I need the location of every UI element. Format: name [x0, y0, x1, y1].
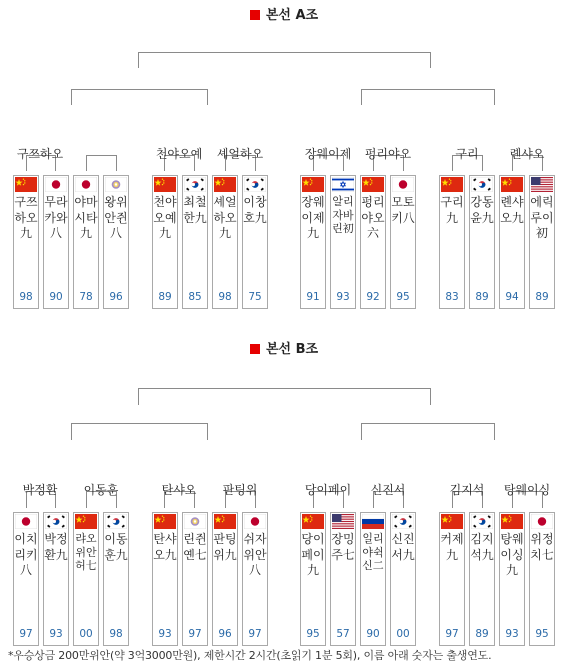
player-card: [152, 512, 178, 646]
player-card: [13, 512, 39, 646]
flag-kr-icon: [471, 514, 493, 529]
birth-year: 00: [79, 628, 93, 640]
birth-year: 89: [475, 628, 489, 640]
flag-cn-icon: [501, 177, 523, 192]
birth-year: 93: [336, 291, 350, 303]
birth-year: 00: [396, 628, 410, 640]
group-label: 탕웨이싱: [503, 483, 551, 497]
group-label: 구리: [455, 147, 479, 161]
player-name: 장밍주七: [331, 532, 355, 562]
flag-us-icon: [332, 514, 354, 529]
player-card: [103, 175, 129, 309]
group-label: 롄샤오: [509, 147, 545, 161]
player-name: 당이페이九: [301, 532, 325, 577]
group-label: 김지석: [449, 483, 485, 497]
player-name: 박정환九: [44, 532, 68, 562]
birth-year: 93: [158, 628, 172, 640]
birth-year: 90: [366, 628, 380, 640]
birth-year: 97: [188, 628, 202, 640]
player-card: [212, 512, 238, 646]
group-label: 천야오예: [155, 147, 203, 161]
player-card: [499, 175, 525, 309]
flag-cn-icon: [75, 514, 97, 529]
birth-year: 96: [218, 628, 232, 640]
birth-year: 97: [445, 628, 459, 640]
player-name: 펑리야오六: [361, 195, 385, 240]
birth-year: 97: [248, 628, 262, 640]
birth-year: 93: [505, 628, 519, 640]
birth-year: 95: [306, 628, 320, 640]
flag-us-icon: [531, 177, 553, 192]
player-name: 랴오위안허七: [75, 532, 97, 572]
group-label: 구쯔하오: [16, 147, 64, 161]
group-label: 셰얼하오: [216, 147, 264, 161]
player-name: 장웨이제九: [301, 195, 325, 240]
player-name: 왕위안쥔八: [104, 195, 128, 240]
player-card: [360, 175, 386, 309]
player-name: 탕웨이싱九: [500, 532, 524, 577]
flag-jp-icon: [45, 177, 67, 192]
birth-year: 98: [19, 291, 33, 303]
birth-year: 78: [79, 291, 93, 303]
birth-year: 89: [535, 291, 549, 303]
group-label: 이동훈: [83, 483, 119, 497]
flag-cn-icon: [214, 177, 236, 192]
player-name: 최철한九: [183, 195, 207, 225]
flag-tw-icon: [184, 514, 206, 529]
player-name: 이치리키八: [14, 532, 38, 577]
player-name: 무라카와八: [44, 195, 68, 240]
flag-cn-icon: [441, 177, 463, 192]
player-card: [300, 175, 326, 309]
player-name: 이창호九: [243, 195, 267, 225]
player-card: [529, 175, 555, 309]
player-card: [182, 512, 208, 646]
player-card: [73, 175, 99, 309]
birth-year: 57: [336, 628, 350, 640]
player-card: [242, 512, 268, 646]
player-name: 모토키八: [391, 195, 415, 225]
group-label: 펑리야오: [364, 147, 412, 161]
birth-year: 97: [19, 628, 33, 640]
player-card: [43, 512, 69, 646]
birth-year: 83: [445, 291, 459, 303]
section-a-title: 본선 A조: [0, 4, 568, 23]
flag-kr-icon: [392, 514, 414, 529]
flag-cn-icon: [154, 177, 176, 192]
flag-jp-icon: [15, 514, 37, 529]
player-card: [330, 512, 356, 646]
player-name: 롄샤오九: [500, 195, 524, 225]
group-label: 판팅위: [222, 483, 258, 497]
birth-year: 92: [366, 291, 380, 303]
player-card: [439, 512, 465, 646]
player-card: [212, 175, 238, 309]
birth-year: 89: [158, 291, 172, 303]
group-label: 장웨이제: [304, 147, 352, 161]
flag-cn-icon: [15, 177, 37, 192]
flag-jp-icon: [531, 514, 553, 529]
player-name: 이동훈九: [104, 532, 128, 562]
flag-jp-icon: [244, 514, 266, 529]
group-label: 당이페이: [304, 483, 352, 497]
birth-year: 89: [475, 291, 489, 303]
flag-il-icon: [332, 177, 354, 192]
player-name: 구쯔하오九: [14, 195, 38, 240]
player-card: [182, 175, 208, 309]
player-card: [390, 175, 416, 309]
flag-cn-icon: [154, 514, 176, 529]
player-name: 커제九: [440, 532, 464, 562]
player-card: [103, 512, 129, 646]
player-name: 천야오예九: [153, 195, 177, 240]
player-name: 일리야쉭신二: [362, 532, 384, 572]
flag-cn-icon: [362, 177, 384, 192]
birth-year: 90: [49, 291, 63, 303]
player-card: [43, 175, 69, 309]
group-label: 박정환: [22, 483, 58, 497]
flag-jp-icon: [392, 177, 414, 192]
player-name: 알리자바린初: [332, 195, 354, 235]
group-label: 신진서: [370, 483, 406, 497]
birth-year: 98: [109, 628, 123, 640]
birth-year: 93: [49, 628, 63, 640]
player-name: 신진서九: [391, 532, 415, 562]
flag-cn-icon: [441, 514, 463, 529]
section-b-title: 본선 B조: [0, 338, 568, 357]
birth-year: 91: [306, 291, 320, 303]
player-name: 판팅위九: [213, 532, 237, 562]
flag-jp-icon: [75, 177, 97, 192]
player-card: [152, 175, 178, 309]
flag-cn-icon: [214, 514, 236, 529]
player-card: [529, 512, 555, 646]
flag-tw-icon: [105, 177, 127, 192]
flag-cn-icon: [501, 514, 523, 529]
birth-year: 96: [109, 291, 123, 303]
birth-year: 95: [396, 291, 410, 303]
player-card: [13, 175, 39, 309]
player-card: [73, 512, 99, 646]
birth-year: 94: [505, 291, 519, 303]
flag-cn-icon: [302, 177, 324, 192]
player-name: 구리九: [440, 195, 464, 225]
group-label: 탄샤오: [161, 483, 197, 497]
player-name: 린쥔옌七: [183, 532, 207, 562]
flag-kr-icon: [105, 514, 127, 529]
player-card: [439, 175, 465, 309]
player-name: 야마시타九: [74, 195, 98, 240]
player-name: 쉬자위안八: [243, 532, 267, 577]
player-name: 강동윤九: [470, 195, 494, 225]
player-name: 위정치七: [530, 532, 554, 562]
birth-year: 75: [248, 291, 262, 303]
player-card: [300, 512, 326, 646]
player-name: 탄샤오九: [153, 532, 177, 562]
flag-kr-icon: [184, 177, 206, 192]
birth-year: 98: [218, 291, 232, 303]
flag-kr-icon: [45, 514, 67, 529]
player-card: [330, 175, 356, 309]
flag-ru-icon: [362, 514, 384, 529]
player-name: 셰얼하오九: [213, 195, 237, 240]
birth-year: 85: [188, 291, 202, 303]
player-name: 김지석九: [470, 532, 494, 562]
player-card: [469, 175, 495, 309]
player-card: [390, 512, 416, 646]
birth-year: 95: [535, 628, 549, 640]
player-name: 에릭루이初: [530, 195, 554, 240]
footer-note: *우승상금 200만위안(약 3억3000만원), 제한시간 2시간(초읽기 1분 5회), 이름 아래 숫자는 출생연도.: [8, 649, 492, 662]
flag-cn-icon: [302, 514, 324, 529]
flag-kr-icon: [244, 177, 266, 192]
player-card: [469, 512, 495, 646]
flag-kr-icon: [471, 177, 493, 192]
player-card: [360, 512, 386, 646]
player-card: [242, 175, 268, 309]
player-card: [499, 512, 525, 646]
